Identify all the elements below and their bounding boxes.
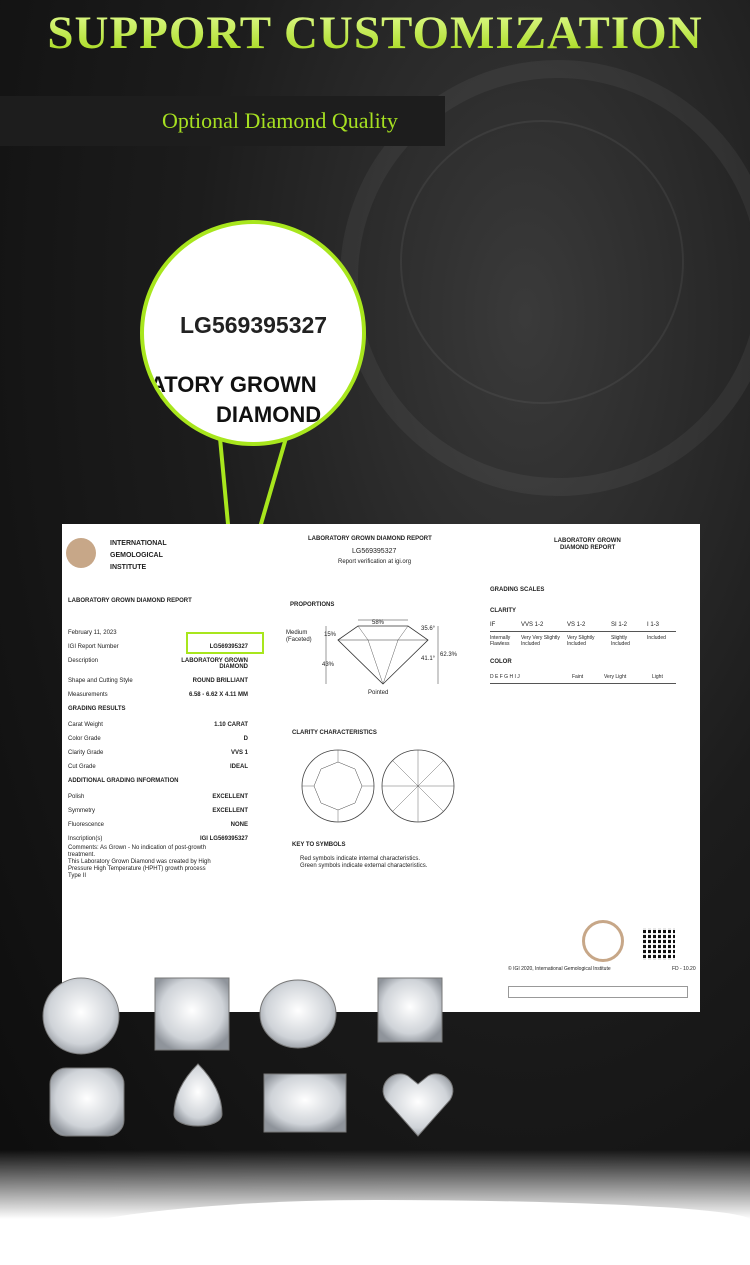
clarity-grade: I 1-3 bbox=[647, 622, 660, 628]
grading-label: Clarity Grade bbox=[68, 750, 104, 756]
copyright: © IGI 2020, International Gemological Institute bbox=[508, 966, 611, 972]
report-number-highlight bbox=[186, 632, 264, 654]
background-seal-inner bbox=[400, 120, 684, 404]
color-light: Light bbox=[652, 674, 663, 680]
magnified-report-number: LG569395327 bbox=[180, 312, 328, 338]
subtitle: Optional Diamond Quality bbox=[162, 108, 398, 133]
clarity-scale-label: CLARITY bbox=[490, 608, 516, 614]
heart-diamond-icon bbox=[383, 1074, 453, 1136]
emerald-diamond-icon bbox=[264, 1074, 346, 1132]
report-date: February 11, 2023 bbox=[68, 630, 117, 636]
report-verification: Report verification at igi.org bbox=[338, 559, 412, 565]
round-diamond-icon bbox=[43, 978, 119, 1054]
asscher-diamond-icon bbox=[155, 978, 229, 1050]
magnified-text-line1: ATORY GROWN bbox=[150, 372, 317, 397]
key-title: KEY TO SYMBOLS bbox=[292, 842, 346, 848]
grading-label: Color Grade bbox=[68, 736, 101, 742]
clarity-grade: SI 1-2 bbox=[611, 622, 628, 628]
field-label: Shape and Cutting Style bbox=[68, 678, 133, 684]
left-report-title: LABORATORY GROWN DIAMOND REPORT bbox=[68, 598, 192, 604]
prop-crown: 15% bbox=[324, 632, 337, 638]
comment-line: Pressure High Temperature (HPHT) growth process bbox=[68, 866, 206, 872]
right-report-title: LABORATORY GROWN bbox=[554, 538, 621, 544]
color-faint: Faint bbox=[572, 674, 584, 680]
color-grades: D E F G H I J bbox=[490, 674, 520, 680]
grading-label: Carat Weight bbox=[68, 722, 103, 728]
grading-scales-title: GRADING SCALES bbox=[490, 587, 545, 593]
report-footer-box bbox=[508, 986, 688, 998]
center-report-title: LABORATORY GROWN DIAMOND REPORT bbox=[308, 536, 432, 542]
field-label: IGI Report Number bbox=[68, 644, 119, 650]
grading-title: GRADING RESULTS bbox=[68, 706, 126, 712]
prop-table: 58% bbox=[372, 620, 385, 626]
diamond-shapes bbox=[42, 972, 512, 1142]
institute-line2: GEMOLOGICAL bbox=[110, 552, 163, 559]
igi-seal-icon bbox=[582, 920, 624, 962]
clarity-characteristics-title: CLARITY CHARACTERISTICS bbox=[292, 730, 377, 736]
comment-line: This Laboratory Grown Diamond was created by High bbox=[68, 859, 211, 865]
comment-line: Type II bbox=[68, 873, 87, 879]
additional-label: Symmetry bbox=[68, 808, 95, 814]
comment-line: Comments: As Grown - No indication of post-growth bbox=[68, 845, 207, 851]
prop-culet: Pointed bbox=[368, 690, 389, 696]
clarity-desc: Included bbox=[647, 635, 666, 641]
clarity-desc: Internally Flawless bbox=[490, 635, 511, 647]
magnifier-circle bbox=[140, 220, 366, 446]
center-report-number: LG569395327 bbox=[352, 548, 397, 555]
oval-diamond-icon bbox=[260, 980, 336, 1048]
grading-label: Cut Grade bbox=[68, 764, 96, 770]
prop-pavilion-angle: 41.1° bbox=[421, 656, 436, 662]
pear-diamond-icon bbox=[174, 1064, 222, 1126]
prop-crown-angle: 35.6° bbox=[421, 626, 436, 632]
color-very-light: Very Light bbox=[604, 674, 627, 680]
grading-value: D bbox=[243, 736, 248, 742]
additional-value: IGI LG569395327 bbox=[199, 836, 248, 842]
field-value: 6.58 - 6.62 X 4.11 MM bbox=[188, 692, 248, 698]
institute-line3: INSTITUTE bbox=[110, 564, 147, 571]
field-label: Description bbox=[68, 658, 99, 664]
magnified-text-line2: DIAMOND bbox=[216, 402, 322, 427]
additional-value: NONE bbox=[230, 822, 248, 828]
additional-value: EXCELLENT bbox=[212, 808, 248, 814]
page-title: SUPPORT CUSTOMIZATION bbox=[0, 6, 750, 60]
clarity-desc: Very Slightly Included bbox=[567, 635, 595, 647]
igi-logo-icon bbox=[66, 538, 96, 568]
additional-title: ADDITIONAL GRADING INFORMATION bbox=[68, 778, 179, 784]
key-line: Green symbols indicate external characteristics. bbox=[300, 863, 428, 869]
form-code: FD - 10.20 bbox=[672, 966, 696, 972]
clarity-grade: VS 1-2 bbox=[567, 622, 586, 628]
prop-depth: 62.3% bbox=[440, 652, 458, 658]
qr-code-overlay bbox=[643, 928, 675, 960]
grading-value: VVS 1 bbox=[230, 750, 248, 756]
proportions-title: PROPORTIONS bbox=[290, 602, 335, 608]
additional-value: EXCELLENT bbox=[212, 794, 248, 800]
cushion-diamond-icon bbox=[50, 1068, 124, 1136]
clarity-grade: VVS 1-2 bbox=[521, 622, 544, 628]
grading-value: 1.10 CARAT bbox=[214, 722, 248, 728]
color-scale-line bbox=[490, 683, 676, 684]
field-value: LABORATORY GROWN DIAMOND bbox=[181, 658, 248, 670]
clarity-desc: Slightly Included bbox=[611, 635, 630, 647]
field-value: ROUND BRILLIANT bbox=[192, 678, 248, 684]
prop-girdle-faceted: (Faceted) bbox=[286, 637, 312, 643]
grading-value: IDEAL bbox=[230, 764, 248, 770]
right-report-title2: DIAMOND REPORT bbox=[560, 545, 616, 551]
color-scale-label: COLOR bbox=[490, 659, 512, 665]
additional-label: Polish bbox=[68, 794, 85, 800]
additional-label: Fluorescence bbox=[68, 822, 105, 828]
prop-pavilion: 43% bbox=[322, 662, 335, 668]
clarity-grade: IF bbox=[490, 622, 496, 628]
institute-line1: INTERNATIONAL bbox=[110, 540, 167, 547]
prop-girdle: Medium bbox=[286, 630, 308, 636]
additional-label: Inscription(s) bbox=[68, 836, 103, 842]
field-value: LG569395327 bbox=[209, 644, 248, 650]
princess-diamond-icon bbox=[378, 978, 442, 1042]
igi-report bbox=[62, 524, 700, 1012]
key-line: Red symbols indicate internal characteristics. bbox=[300, 856, 421, 862]
clarity-desc: Very Very Slightly Included bbox=[521, 635, 560, 647]
clarity-diagram bbox=[300, 746, 460, 828]
field-label: Measurements bbox=[68, 692, 108, 698]
comment-line: treatment. bbox=[68, 852, 96, 858]
clarity-scale-line bbox=[490, 631, 676, 632]
